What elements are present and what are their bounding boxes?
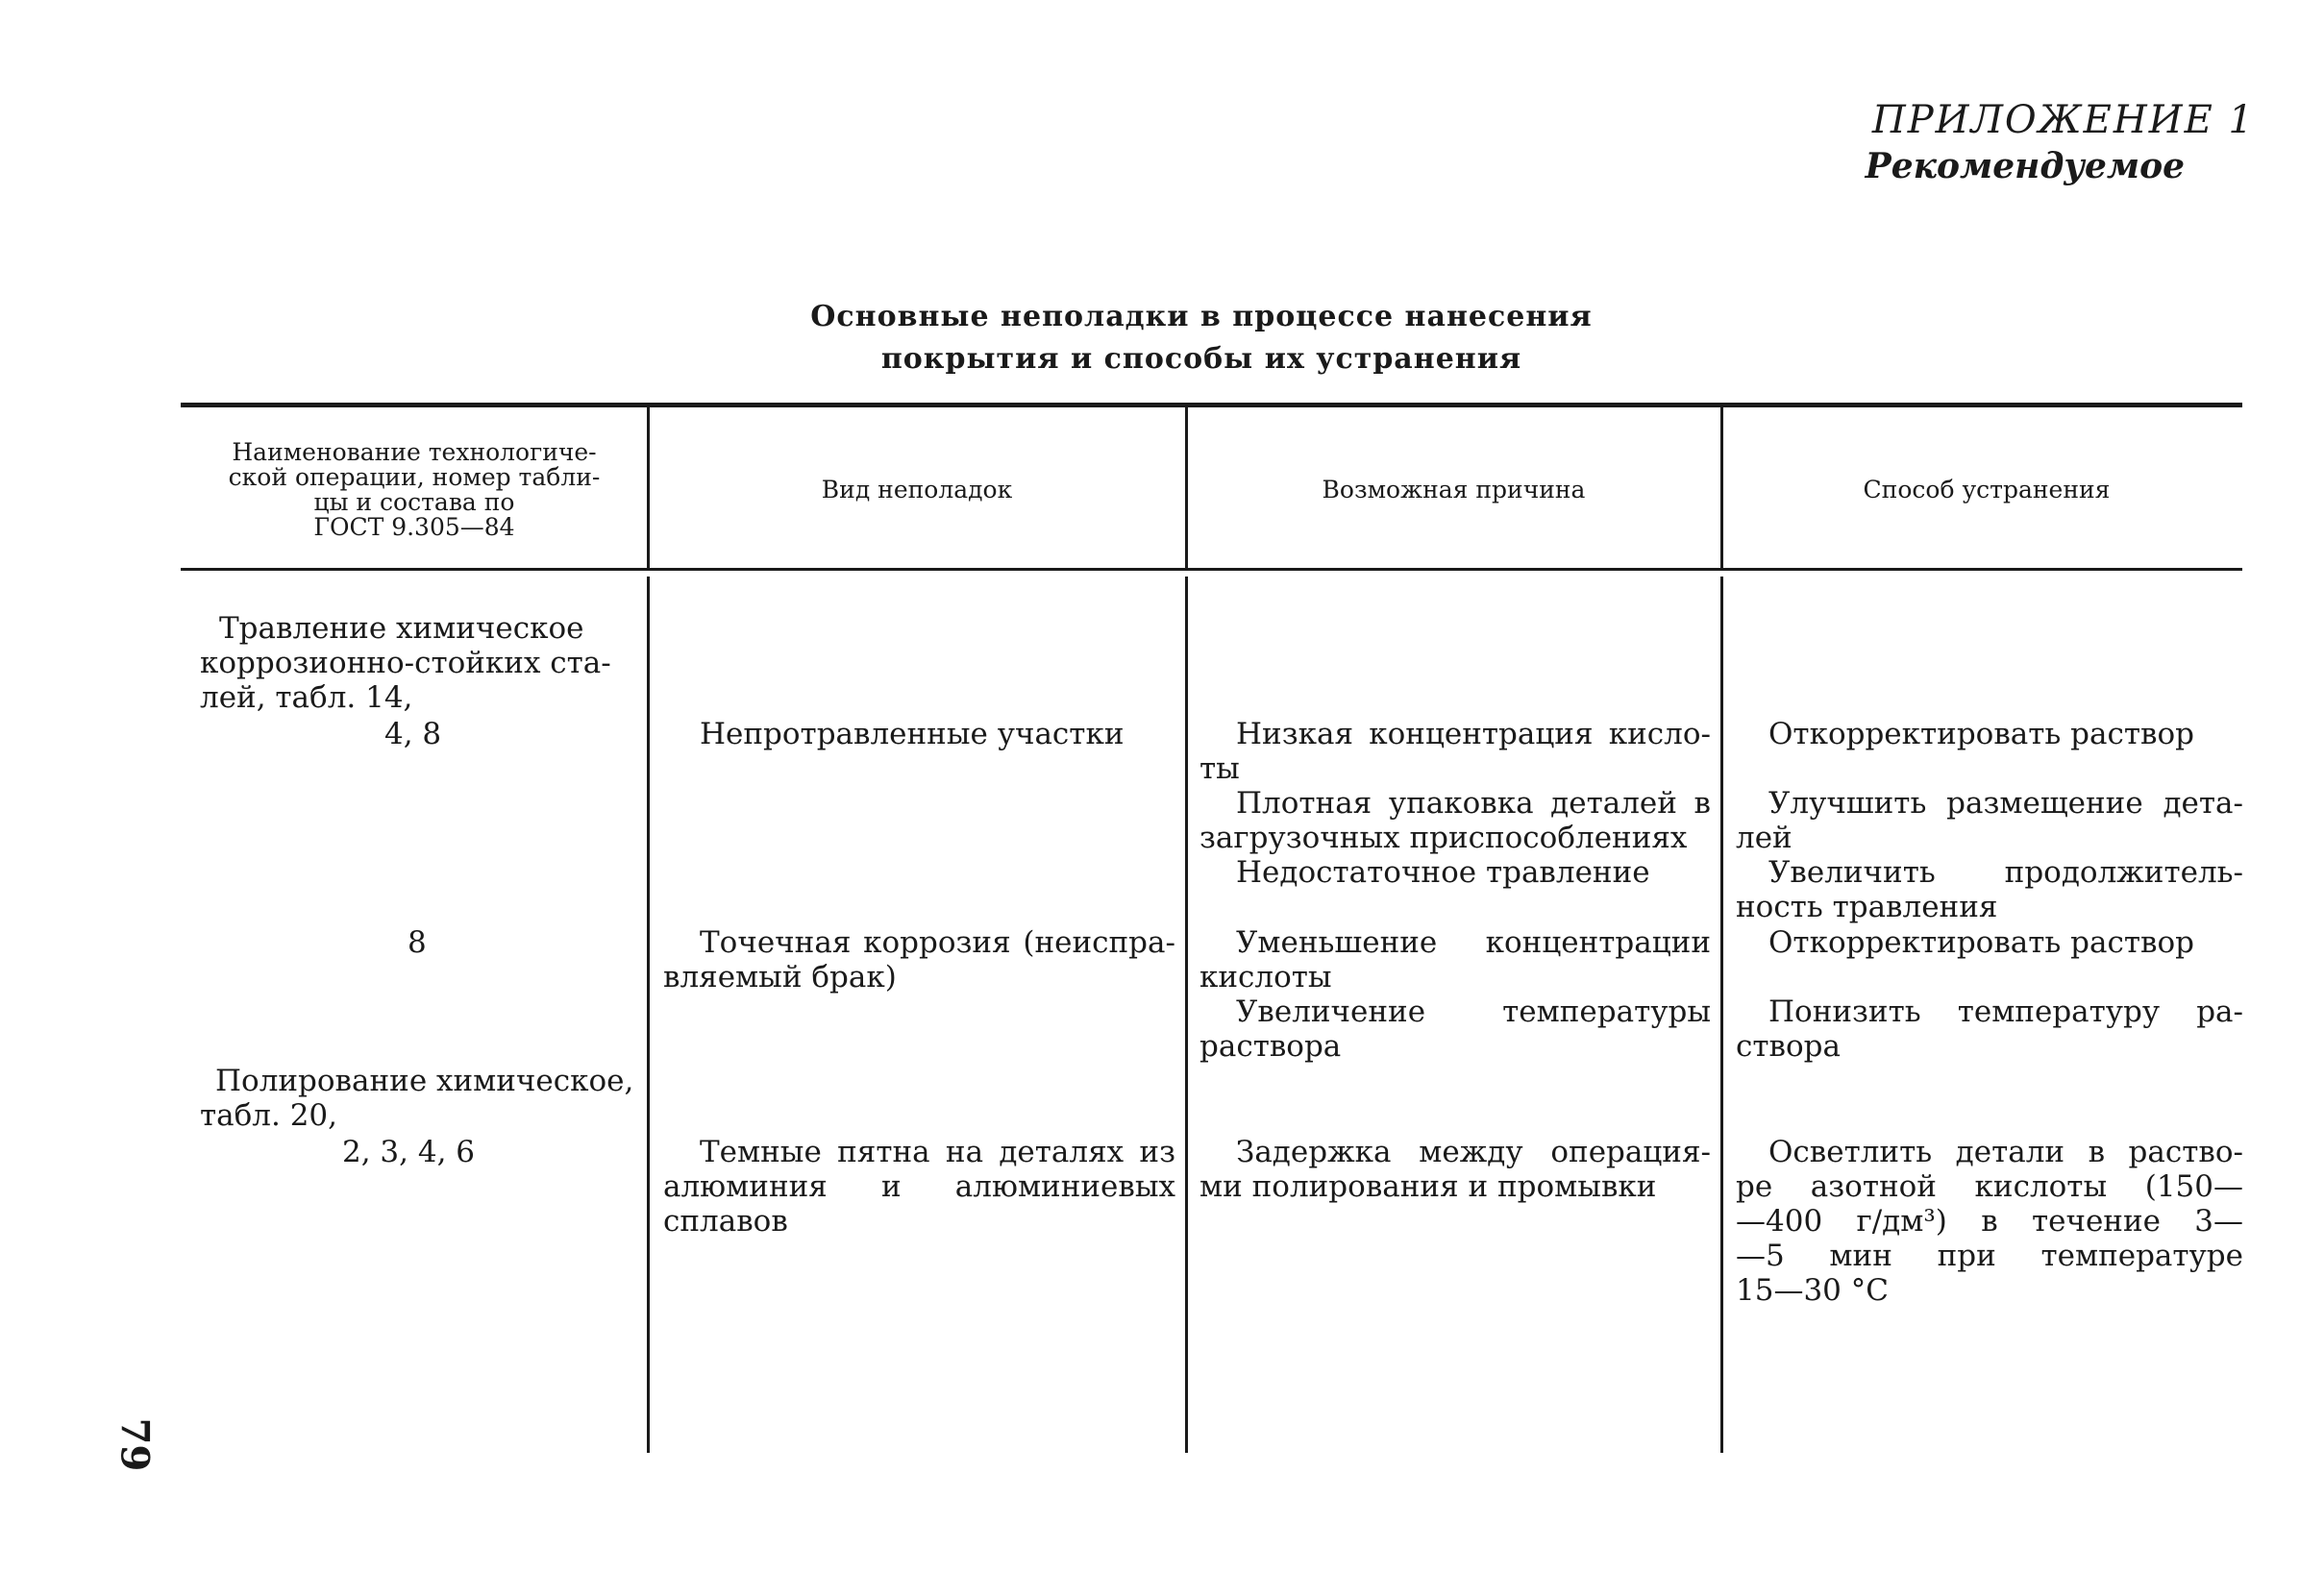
header-divider-1 (647, 407, 650, 569)
remedy-cell: —5 мин при температуре (1736, 1239, 2243, 1273)
defect-cell: алюминия и алюминиевых (663, 1169, 1175, 1204)
header-operation-line: цы и состава по (313, 488, 515, 516)
body-divider-3 (1720, 577, 1723, 1453)
header-divider-3 (1720, 407, 1723, 569)
body-divider-1 (647, 577, 650, 1453)
cause-cell: Уменьшение концентрации (1236, 925, 1711, 960)
operation-cell: коррозионно-стойких ста- (200, 646, 611, 680)
cause-cell: ты (1199, 751, 1240, 786)
cause-cell: Увеличение температуры (1236, 994, 1711, 1029)
operation-ref: 2, 3, 4, 6 (342, 1135, 476, 1169)
cause-cell: Низкая концентрация кисло- (1236, 717, 1711, 751)
defect-cell: вляемый брак) (663, 960, 897, 994)
operation-cell: табл. 20, (200, 1098, 337, 1133)
header-defect: Вид неполадок (821, 475, 1013, 503)
appendix-title: ПРИЛОЖЕНИЕ 1 (1871, 98, 2255, 142)
header-operation (192, 423, 636, 557)
remedy-cell: —400 г/дм³) в течение 3— (1736, 1204, 2243, 1239)
page-number: 79 (111, 1417, 158, 1472)
header-operation-line: ской операции, номер табли- (228, 462, 601, 491)
cause-cell: Задержка между операция- (1236, 1135, 1711, 1169)
body-divider-2 (1185, 577, 1188, 1453)
remedy-cell: Понизить температуру ра- (1768, 994, 2243, 1029)
remedy-cell: Осветлить детали в раство- (1768, 1135, 2243, 1169)
header-operation-line: Наименование технологиче- (232, 437, 597, 466)
operation-cell: Полирование химическое, (215, 1064, 634, 1098)
operation-ref: 4, 8 (384, 717, 442, 751)
header-remedy: Способ устранения (1863, 475, 2111, 503)
remedy-cell: ность травления (1736, 890, 1998, 924)
appendix-subtitle: Рекомендуемое (1865, 146, 2185, 186)
defect-cell: Темные пятна на деталях из (700, 1135, 1175, 1169)
defect-cell: Точечная коррозия (неиспра- (700, 925, 1175, 960)
operation-ref: 8 (408, 925, 427, 960)
table-header-rule (181, 568, 2242, 571)
header-divider-2 (1185, 407, 1188, 569)
cause-cell: ми полирования и промывки (1199, 1169, 1657, 1204)
table-title-line-1: Основные неполадки в процессе нанесения (810, 300, 1593, 333)
remedy-cell: Откорректировать раствор (1768, 717, 2194, 751)
remedy-cell: Улучшить размещение дета- (1768, 786, 2243, 821)
remedy-cell: лей (1736, 821, 1792, 855)
remedy-cell: ре азотной кислоты (150— (1736, 1169, 2243, 1204)
cause-cell: Недостаточное травление (1236, 855, 1650, 890)
operation-cell: лей, табл. 14, (200, 680, 413, 715)
table-title-line-2: покрытия и способы их устранения (880, 342, 1522, 376)
remedy-cell: Откорректировать раствор (1768, 925, 2194, 960)
cause-cell: загрузочных приспособлениях (1199, 821, 1688, 855)
header-operation-line: ГОСТ 9.305—84 (313, 513, 515, 542)
remedy-cell: Увеличить продолжитель- (1768, 855, 2243, 890)
header-cause: Возможная причина (1322, 475, 1586, 503)
cause-cell: Плотная упаковка деталей в (1236, 786, 1711, 821)
defect-cell: сплавов (663, 1204, 788, 1239)
defect-cell: Непротравленные участки (700, 717, 1125, 751)
cause-cell: раствора (1199, 1029, 1342, 1064)
operation-cell: Травление химическое (219, 611, 584, 646)
table-top-rule (181, 403, 2242, 407)
remedy-cell: створа (1736, 1029, 1841, 1064)
remedy-cell: 15—30 °С (1736, 1273, 1889, 1308)
cause-cell: кислоты (1199, 960, 1332, 994)
